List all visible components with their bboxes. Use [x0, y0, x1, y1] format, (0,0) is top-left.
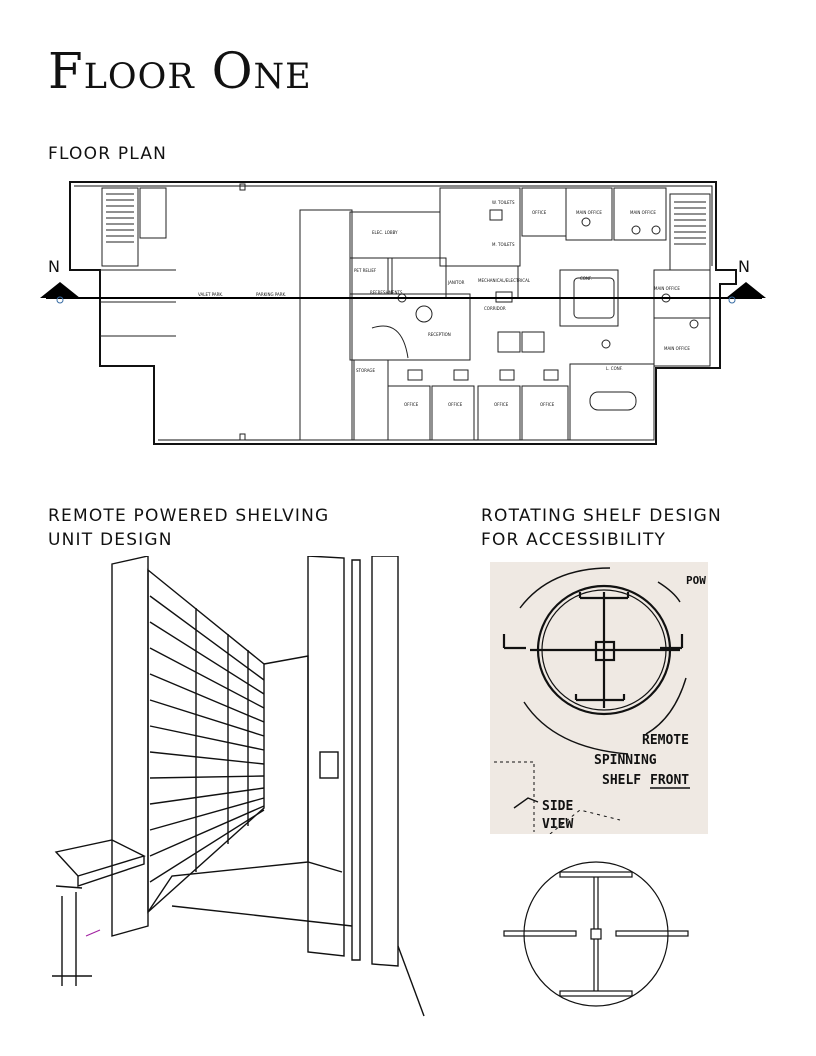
svg-text:OFFICE: OFFICE	[404, 402, 419, 407]
svg-text:OFFICE: OFFICE	[494, 402, 509, 407]
svg-text:REFRESHMENTS: REFRESHMENTS	[370, 290, 403, 295]
svg-text:JANITOR: JANITOR	[448, 280, 465, 285]
svg-text:CORRIDOR: CORRIDOR	[484, 306, 506, 311]
svg-text:MAIN OFFICE: MAIN OFFICE	[654, 286, 680, 291]
svg-text:PET RELIEF: PET RELIEF	[354, 268, 377, 273]
svg-text:CONF.: CONF.	[580, 276, 592, 281]
floor-plan-drawing	[36, 174, 776, 454]
shelving-unit-drawing	[52, 556, 432, 1020]
sketch-note-power: POW	[686, 574, 706, 587]
floor-plan-heading: FLOOR PLAN	[48, 144, 168, 164]
svg-text:L. CONF.: L. CONF.	[606, 366, 623, 371]
svg-text:OFFICE: OFFICE	[532, 210, 547, 215]
sketch-note-remote: REMOTE	[642, 733, 689, 748]
page-title: Floor One	[48, 42, 312, 100]
sketch-note-side: SIDE	[542, 799, 574, 814]
north-marker-right: N	[738, 257, 750, 276]
svg-text:OFFICE: OFFICE	[540, 402, 555, 407]
svg-text:PARKING PARK.: PARKING PARK.	[256, 292, 287, 297]
svg-text:OFFICE: OFFICE	[448, 402, 463, 407]
svg-text:RECEPTION: RECEPTION	[428, 332, 451, 337]
svg-text:M. TOILETS: M. TOILETS	[492, 242, 515, 247]
north-marker-left: N	[48, 257, 60, 276]
svg-text:MAIN OFFICE: MAIN OFFICE	[664, 346, 690, 351]
sketch-note-front: FRONT	[650, 773, 690, 788]
rotating-heading: ROTATING SHELF DESIGN FOR ACCESSIBILITY	[481, 506, 722, 550]
svg-text:ELEC. LOBBY: ELEC. LOBBY	[372, 230, 398, 235]
svg-text:W. TOILETS: W. TOILETS	[492, 200, 515, 205]
svg-text:MAIN OFFICE: MAIN OFFICE	[576, 210, 602, 215]
svg-text:MAIN OFFICE: MAIN OFFICE	[630, 210, 656, 215]
svg-text:STORAGE: STORAGE	[356, 368, 376, 373]
rotating-shelf-top-view	[498, 856, 694, 1012]
svg-text:MECHANICAL/ELECTRICAL: MECHANICAL/ELECTRICAL	[478, 278, 531, 283]
sketch-note-view: VIEW	[542, 817, 574, 832]
shelving-heading: REMOTE POWERED SHELVING UNIT DESIGN	[48, 506, 330, 550]
svg-text:VALET PARK.: VALET PARK.	[198, 292, 224, 297]
sketch-note-spinning: SPINNING	[594, 753, 657, 768]
rotating-shelf-sketch	[490, 562, 708, 834]
sketch-note-shelf: SHELF	[602, 773, 642, 788]
